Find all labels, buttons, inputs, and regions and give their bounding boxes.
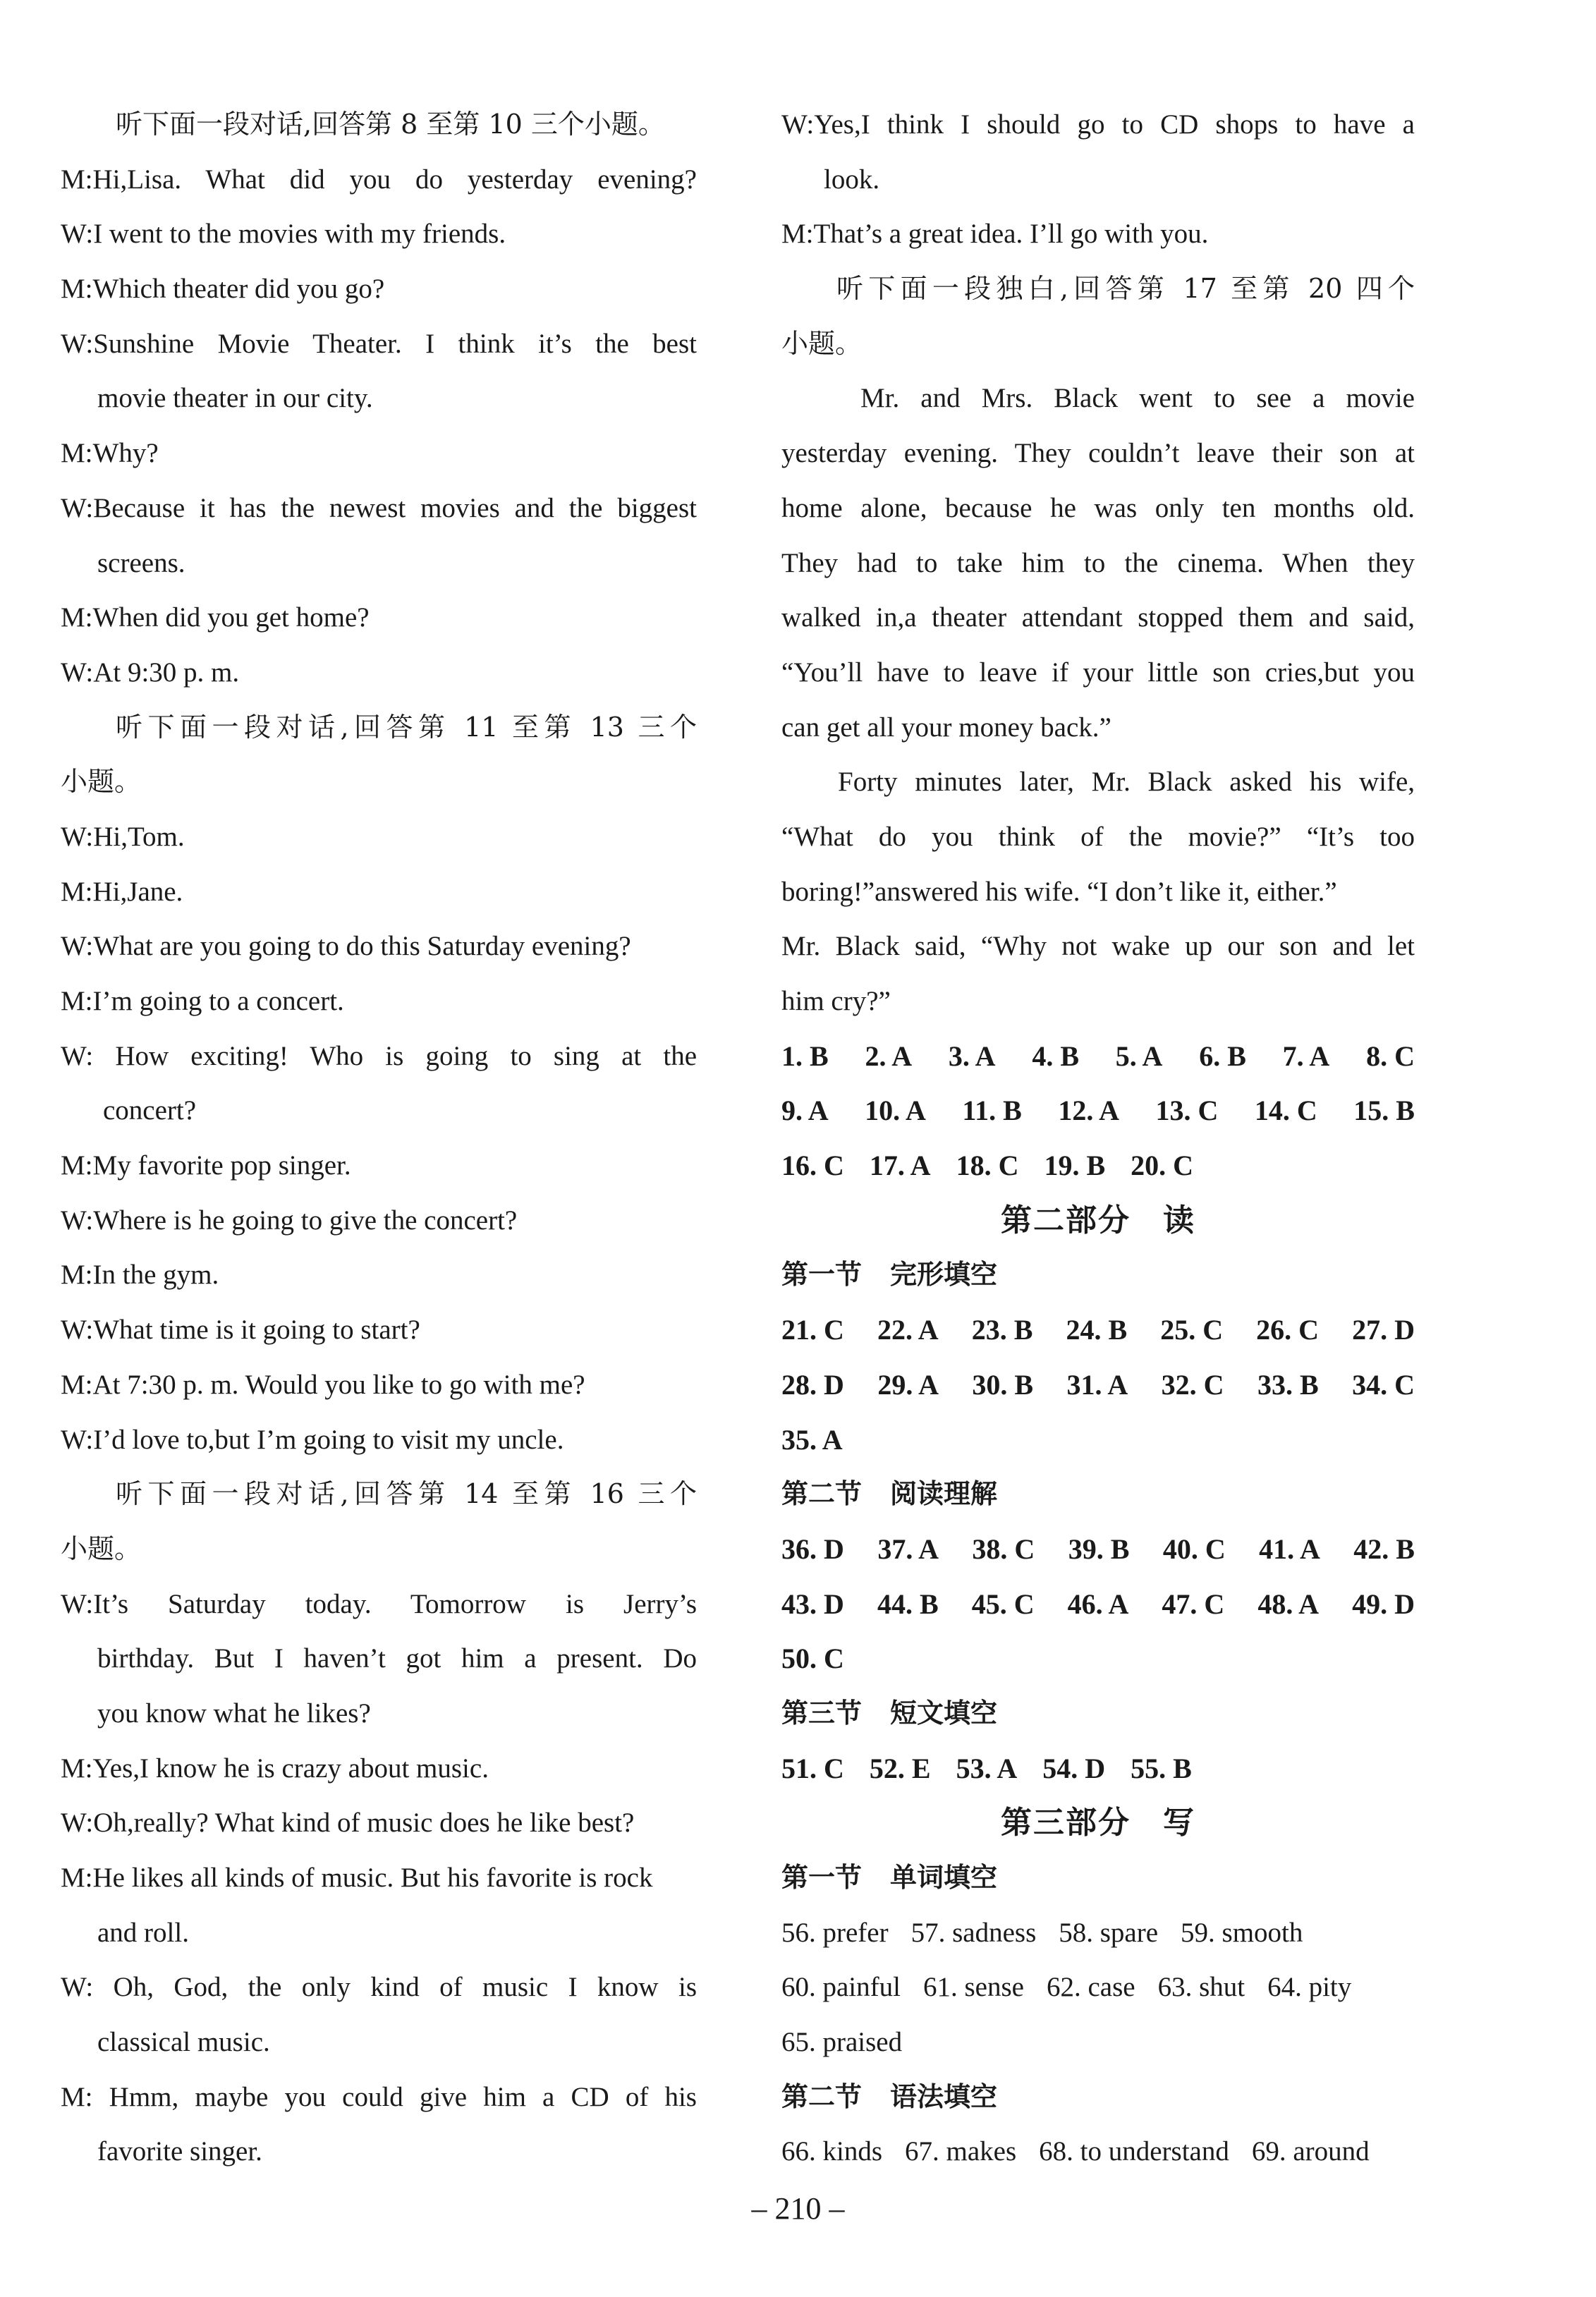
dialogue-line: birthday. But I haven’t got him a present. Do — [97, 1643, 697, 1674]
word-answer: 69. around — [1251, 2136, 1370, 2167]
answer-item: 35. A — [781, 1423, 843, 1456]
answer-item: 53. A — [956, 1752, 1018, 1784]
section-name: 阅读理解 — [890, 1478, 998, 1510]
answer-item: 19. B — [1044, 1150, 1106, 1182]
answer-item: 32. C — [1161, 1368, 1224, 1401]
listening-instruction: 听下面一段独白,回答第 17 至第 20 四个 — [836, 273, 1415, 305]
answer-item: 7. A — [1282, 1040, 1330, 1072]
monologue-line: home alone, because he was only ten months old. — [781, 492, 1415, 523]
monologue-line: Mr. and Mrs. Black went to see a movie — [860, 383, 1415, 414]
dialogue-line: M:That’s a great idea. I’ll go with you. — [781, 219, 1209, 250]
word-answer-row — [781, 1906, 1415, 1961]
answer-item: 34. C — [1352, 1368, 1415, 1401]
dialogue-line: W:Where is he going to give the concert? — [61, 1205, 518, 1236]
dialogue-line: M: Hmm, maybe you could give him a CD of his — [61, 2081, 697, 2112]
answer-item: 11. B — [962, 1095, 1022, 1127]
section-title — [781, 1248, 1415, 1303]
answer-item: 27. D — [1352, 1314, 1415, 1346]
answer-item: 26. C — [1256, 1314, 1320, 1346]
answer-row — [781, 1522, 1415, 1577]
listening-instruction: 小题。 — [781, 327, 863, 359]
answer-item: 21. C — [781, 1314, 844, 1346]
answer-row — [781, 1577, 1415, 1632]
answer-row — [781, 1138, 1415, 1193]
word-answer: 68. to understand — [1039, 2136, 1229, 2167]
answer-row — [781, 1631, 1415, 1686]
section-name: 单词填空 — [890, 1862, 998, 1893]
answer-row — [781, 1303, 1415, 1358]
answer-item: 29. A — [877, 1368, 939, 1401]
monologue-line: boring!”answered his wife. “I don’t like it, either.” — [781, 876, 1337, 907]
section-number: 第二节 — [781, 1478, 863, 1510]
answer-row — [781, 1741, 1415, 1796]
dialogue-line: look. — [824, 164, 880, 195]
answer-item: 37. A — [877, 1533, 939, 1565]
answer-item: 24. B — [1066, 1314, 1128, 1346]
page-number: – 210 – — [751, 2191, 845, 2226]
answer-item: 40. C — [1162, 1533, 1226, 1565]
listening-instruction: 小题。 — [61, 1533, 142, 1564]
part-title: 第二部分 读 — [1001, 1202, 1195, 1238]
answer-item: 15. B — [1353, 1095, 1415, 1127]
part-title: 第三部分 写 — [1001, 1805, 1195, 1841]
dialogue-line: classical music. — [97, 2027, 270, 2058]
monologue-line: walked in,a theater attendant stopped them and said, — [781, 602, 1415, 633]
dialogue-line: W:What are you going to do this Saturday evening? — [61, 931, 631, 962]
word-answer: 56. prefer — [781, 1917, 889, 1948]
word-answer: 58. spare — [1059, 1917, 1159, 1948]
dialogue-line: W:I went to the movies with my friends. — [61, 219, 506, 250]
answer-item: 30. B — [972, 1368, 1034, 1401]
answer-item: 10. A — [865, 1095, 926, 1127]
dialogue-line: concert? — [103, 1095, 197, 1126]
word-answer: 59. smooth — [1181, 1917, 1303, 1948]
answer-item: 16. C — [781, 1150, 844, 1182]
answer-item: 41. A — [1259, 1533, 1320, 1565]
section-number: 第一节 — [781, 1259, 863, 1291]
answer-item: 48. A — [1257, 1588, 1320, 1620]
answer-item: 31. A — [1066, 1368, 1128, 1401]
answer-item: 23. B — [971, 1314, 1033, 1346]
word-answer: 60. painful — [781, 1972, 901, 2003]
answer-item: 50. C — [781, 1643, 844, 1675]
dialogue-line: M:When did you get home? — [61, 602, 370, 633]
word-answer: 62. case — [1046, 1972, 1135, 2003]
dialogue-line: M:Hi,Lisa. What did you do yesterday evening? — [61, 164, 697, 195]
answer-item: 13. C — [1155, 1095, 1219, 1127]
answer-item: 12. A — [1058, 1095, 1119, 1127]
monologue-line: Forty minutes later, Mr. Black asked his wife, — [838, 767, 1415, 798]
section-title — [781, 1851, 1415, 1906]
dialogue-line: M:Which theater did you go? — [61, 274, 385, 305]
dialogue-line: movie theater in our city. — [97, 383, 373, 414]
word-answer: 64. pity — [1267, 1972, 1352, 2003]
answer-item: 4. B — [1032, 1040, 1079, 1072]
answer-item: 51. C — [781, 1752, 844, 1784]
section-name: 完形填空 — [890, 1259, 998, 1291]
dialogue-line: W:It’s Saturday today. Tomorrow is Jerry’s — [61, 1588, 697, 1619]
word-answer-row — [781, 1960, 1415, 2015]
answer-item: 22. A — [877, 1314, 939, 1346]
dialogue-line: W:Sunshine Movie Theater. I think it’s the best — [61, 328, 697, 359]
dialogue-line: W:Yes,I think I should go to CD shops to have a — [781, 109, 1415, 140]
word-answer: 66. kinds — [781, 2136, 883, 2167]
monologue-line: yesterday evening. They couldn’t leave their son at — [781, 438, 1415, 469]
answer-item: 28. D — [781, 1368, 844, 1401]
answer-item: 55. B — [1131, 1752, 1192, 1784]
left-column — [61, 97, 697, 2179]
answer-item: 9. A — [781, 1095, 829, 1127]
answer-item: 14. C — [1254, 1095, 1317, 1127]
dialogue-line: and roll. — [97, 1917, 189, 1948]
dialogue-line: M:At 7:30 p. m. Would you like to go with me? — [61, 1369, 585, 1400]
answer-item: 52. E — [869, 1752, 931, 1784]
dialogue-line: M:Yes,I know he is crazy about music. — [61, 1753, 489, 1784]
listening-instruction: 听下面一段对话,回答第 8 至第 10 三个小题。 — [116, 109, 665, 140]
dialogue-line: W:What time is it going to start? — [61, 1315, 420, 1346]
dialogue-line: M:Hi,Jane. — [61, 876, 183, 907]
answer-item: 8. C — [1366, 1040, 1415, 1072]
dialogue-line: M:I’m going to a concert. — [61, 986, 344, 1016]
monologue-line: “What do you think of the movie?” “It’s too — [781, 821, 1415, 852]
answer-row — [781, 1358, 1415, 1413]
listening-instruction: 听下面一段对话,回答第 14 至第 16 三个 — [116, 1478, 697, 1510]
section-title — [781, 1686, 1415, 1741]
answer-item: 2. A — [865, 1040, 913, 1072]
word-answer: 57. sadness — [910, 1917, 1037, 1948]
answer-item: 38. C — [972, 1533, 1035, 1565]
answer-item: 39. B — [1068, 1533, 1130, 1565]
section-number: 第三节 — [781, 1697, 863, 1729]
section-number: 第一节 — [781, 1862, 863, 1893]
dialogue-line: W:At 9:30 p. m. — [61, 657, 240, 688]
dialogue-line: favorite singer. — [97, 2136, 262, 2167]
word-answer-row — [781, 2124, 1415, 2179]
dialogue-line: screens. — [97, 547, 185, 578]
answer-item: 44. B — [877, 1588, 939, 1620]
monologue-line: can get all your money back.” — [781, 712, 1111, 743]
answer-item: 1. B — [781, 1040, 829, 1072]
monologue-line: “You’ll have to leave if your little son cries,but you — [781, 657, 1415, 688]
word-answer: 67. makes — [905, 2136, 1017, 2167]
monologue-line: Mr. Black said, “Why not wake up our son and let — [781, 931, 1415, 962]
answer-item: 49. D — [1352, 1588, 1415, 1620]
section-number: 第二节 — [781, 2080, 863, 2112]
answer-row — [781, 1083, 1415, 1138]
answer-item: 36. D — [781, 1533, 844, 1565]
dialogue-line: M:My favorite pop singer. — [61, 1150, 351, 1181]
dialogue-line: W:Because it has the newest movies and the biggest — [61, 492, 697, 523]
listening-instruction: 小题。 — [61, 766, 142, 798]
dialogue-line: W:I’d love to,but I’m going to visit my uncle. — [61, 1424, 564, 1455]
answer-item: 18. C — [956, 1150, 1019, 1182]
answer-item: 6. B — [1199, 1040, 1246, 1072]
dialogue-line: you know what he likes? — [97, 1698, 371, 1729]
answer-item: 5. A — [1115, 1040, 1163, 1072]
answer-item: 46. A — [1067, 1588, 1129, 1620]
section-name: 语法填空 — [890, 2080, 998, 2112]
answer-item: 3. A — [948, 1040, 996, 1072]
answer-row — [781, 1413, 1415, 1468]
dialogue-line: W: How exciting! Who is going to sing at the — [61, 1040, 697, 1071]
dialogue-line: M:In the gym. — [61, 1260, 219, 1291]
dialogue-line: W:Hi,Tom. — [61, 821, 185, 852]
answer-item: 33. B — [1257, 1368, 1319, 1401]
word-answer-row — [781, 2015, 1415, 2070]
answer-row — [781, 1029, 1415, 1084]
dialogue-line: W: Oh, God, the only kind of music I know is — [61, 1972, 697, 2003]
answer-item: 54. D — [1042, 1752, 1106, 1784]
word-answer: 65. praised — [781, 2027, 903, 2058]
dialogue-line: M:Why? — [61, 438, 159, 469]
section-title — [781, 1467, 1415, 1522]
dialogue-line: W:Oh,really? What kind of music does he like best? — [61, 1808, 635, 1839]
monologue-line: him cry?” — [781, 986, 891, 1016]
listening-instruction: 听下面一段对话,回答第 11 至第 13 三个 — [116, 711, 697, 743]
word-answer: 61. sense — [922, 1972, 1024, 2003]
answer-item: 43. D — [781, 1588, 844, 1620]
answer-item: 45. C — [971, 1588, 1035, 1620]
dialogue-line: M:He likes all kinds of music. But his favorite is rock — [61, 1863, 653, 1893]
right-column — [781, 97, 1415, 2179]
answer-item: 25. C — [1160, 1314, 1224, 1346]
word-answer: 63. shut — [1157, 1972, 1245, 2003]
answer-item: 20. C — [1131, 1150, 1194, 1182]
answer-item: 17. A — [869, 1150, 931, 1182]
answer-item: 42. B — [1353, 1533, 1415, 1565]
section-title — [781, 2070, 1415, 2125]
section-name: 短文填空 — [890, 1697, 998, 1729]
monologue-line: They had to take him to the cinema. When they — [781, 547, 1415, 578]
answer-item: 47. C — [1162, 1588, 1225, 1620]
